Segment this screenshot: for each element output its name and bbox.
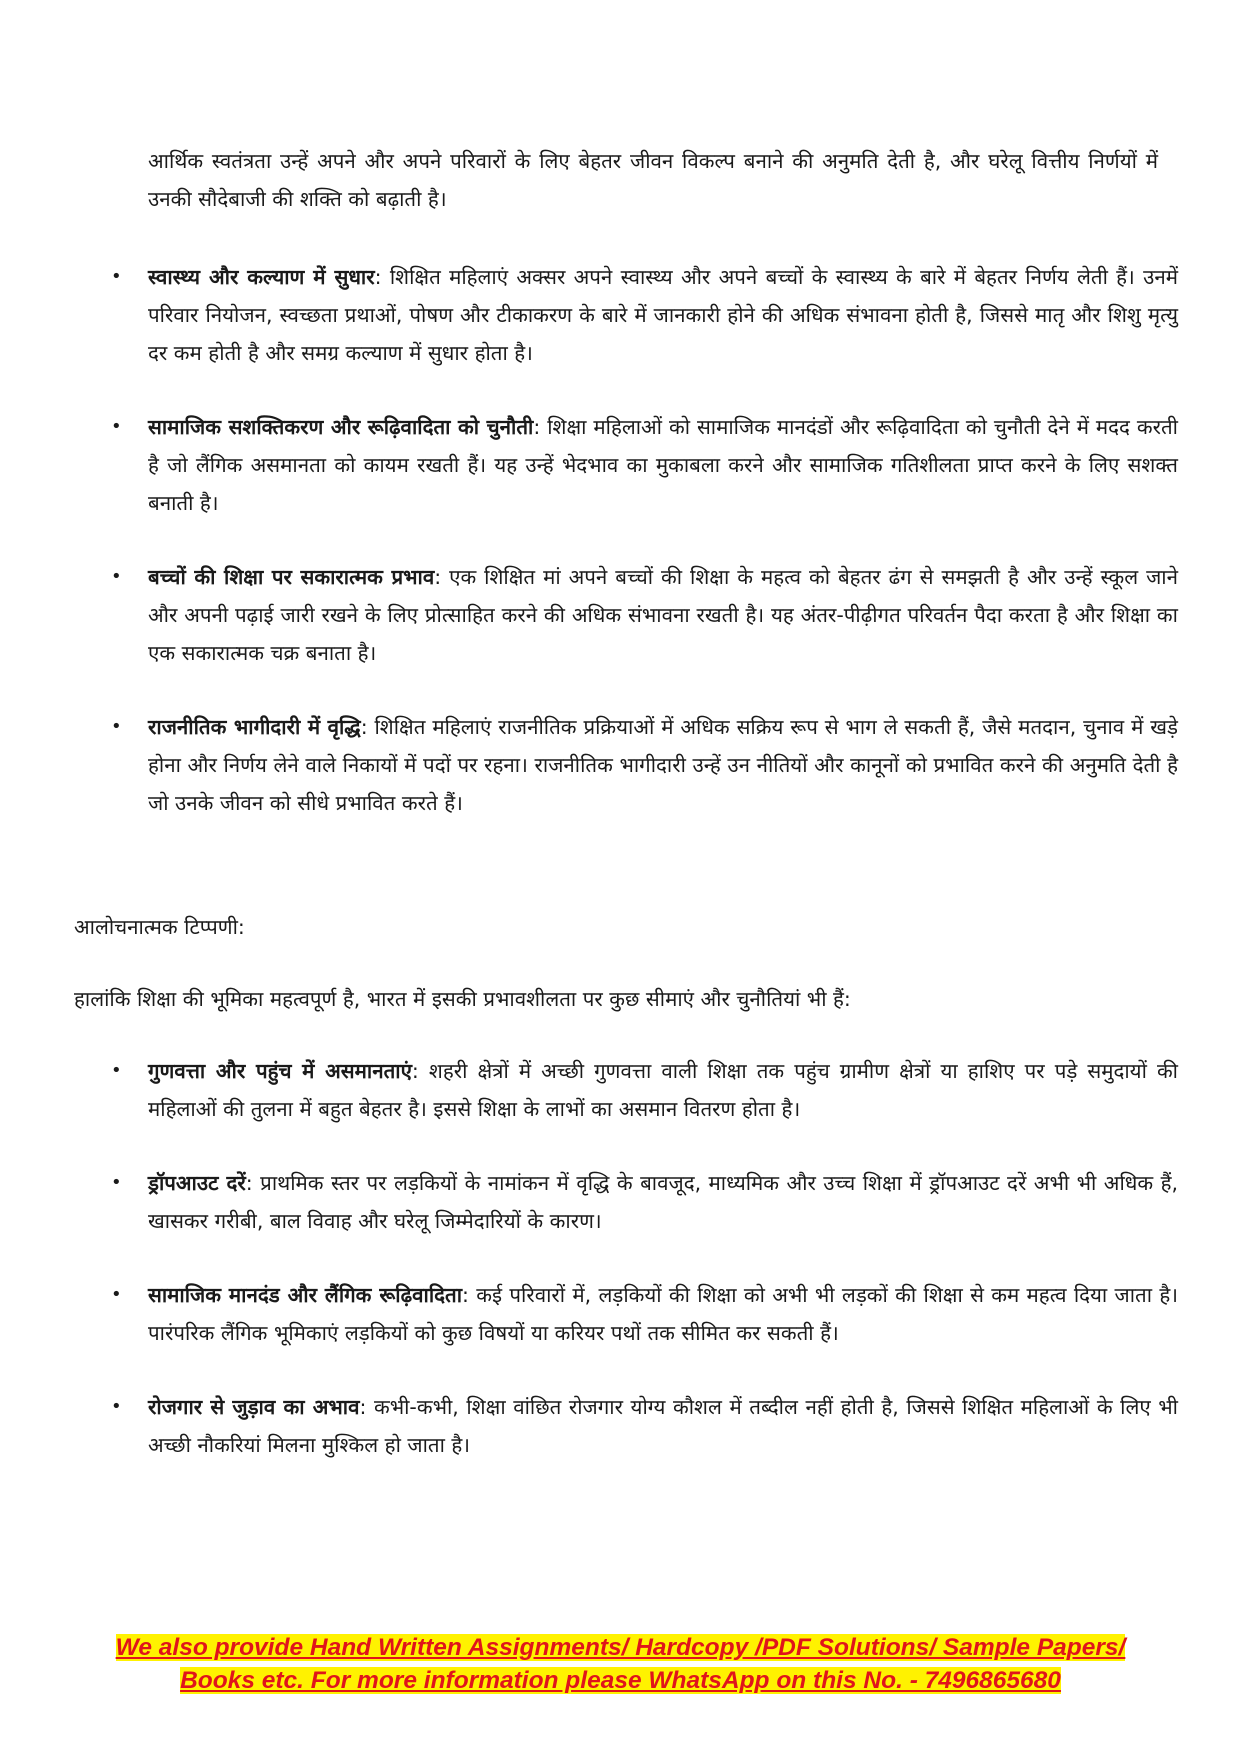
- list-item: [111, 1276, 1179, 1352]
- bullet-icon: •: [111, 266, 122, 287]
- promo-footer: [0, 1631, 1241, 1697]
- bullet-icon: •: [111, 1284, 122, 1305]
- benefits-list: [111, 258, 1178, 858]
- item-title: गुणवत्ता और पहुंच में असमानताएं: [148, 1059, 412, 1083]
- list-item: [111, 258, 1178, 372]
- item-title: स्वास्थ्य और कल्याण में सुधार: [148, 265, 375, 289]
- list-item: [111, 1052, 1178, 1128]
- list-item: [111, 1164, 1178, 1240]
- bullet-icon: •: [111, 1060, 122, 1081]
- item-text: : शिक्षा महिलाओं को सामाजिक मानदंडों और रूढ़िवादिता को चुनौती देने में मदद करती है जो लैंगिक असमानता को कायम रखती हैं। यह उन्हें भेदभाव का मुकाबला करने और सामाजिक गतिशीलता प्राप्त करने के लिए सशक्त बनाती है।: [148, 415, 1178, 515]
- item-text: : एक शिक्षित मां अपने बच्चों की शिक्षा के महत्व को बेहतर ढंग से समझती है और उन्हें स्कूल जाने और अपनी पढ़ाई जारी रखने के लिए प्रोत्साहित करने की अधिक संभावना रखती है। यह अंतर-पीढ़ीगत परिवर्तन पैदा करता है और शिक्षा का एक सकारात्मक चक्र बनाता है।: [148, 565, 1178, 665]
- list-item: [111, 1388, 1178, 1464]
- item-title: बच्चों की शिक्षा पर सकारात्मक प्रभाव: [148, 565, 435, 589]
- item-title: राजनीतिक भागीदारी में वृद्धि: [148, 715, 361, 739]
- list-item: [111, 708, 1178, 822]
- critical-heading: आलोचनात्मक टिप्पणी:: [74, 915, 245, 939]
- item-title: ड्रॉपआउट दरें: [148, 1171, 246, 1195]
- critical-intro: हालांकि शिक्षा की भूमिका महत्वपूर्ण है, भारत में इसकी प्रभावशीलता पर कुछ सीमाएं और चुनौतियां भी हैं:: [74, 987, 851, 1011]
- item-text: : शहरी क्षेत्रों में अच्छी गुणवत्ता वाली शिक्षा तक पहुंच ग्रामीण क्षेत्रों या हाशिए पर पड़े समुदायों की महिलाओं की तुलना में बहुत बेहतर है। इससे शिक्षा के लाभों का असमान वितरण होता है।: [148, 1059, 1178, 1121]
- list-item: [111, 408, 1178, 522]
- limitations-list: [111, 1052, 1179, 1500]
- bullet-icon: •: [111, 566, 122, 587]
- item-title: सामाजिक मानदंड और लैंगिक रूढ़िवादिता: [148, 1283, 463, 1307]
- item-text: : कई परिवारों में, लड़कियों की शिक्षा को अभी भी लड़कों की शिक्षा से कम महत्व दिया जाता है। पारंपरिक लैंगिक भूमिकाएं लड़कियों को कुछ विषयों या करियर पथों तक सीमित कर सकती हैं।: [148, 1283, 1179, 1345]
- item-text: : कभी-कभी, शिक्षा वांछित रोजगार योग्य कौशल में तब्दील नहीं होती है, जिससे शिक्षित महिलाओं के लिए भी अच्छी नौकरियां मिलना मुश्किल हो जाता है।: [148, 1395, 1178, 1457]
- promo-line-2: Books etc. For more information please WhatsApp on this No. - 7496865680: [180, 1667, 1061, 1694]
- bullet-icon: •: [111, 416, 122, 437]
- list-item: [111, 558, 1178, 672]
- item-text: : शिक्षित महिलाएं राजनीतिक प्रक्रियाओं में अधिक सक्रिय रूप से भाग ले सकती हैं, जैसे मतदान, चुनाव में खड़े होना और निर्णय लेने वाले निकायों में पदों पर रहना। राजनीतिक भागीदारी उन्हें उन नीतियों और कानूनों को प्रभावित करने की अनुमति देती है जो उनके जीवन को सीधे प्रभावित करते हैं।: [148, 715, 1178, 815]
- item-title: सामाजिक सशक्तिकरण और रूढ़िवादिता को चुनौती: [148, 415, 534, 439]
- promo-line-1: We also provide Hand Written Assignments/ Hardcopy /PDF Solutions/ Sample Papers/: [115, 1634, 1126, 1661]
- item-text: : शिक्षित महिलाएं अक्सर अपने स्वास्थ्य और अपने बच्चों के स्वास्थ्य के बारे में बेहतर निर्णय लेती हैं। उनमें परिवार नियोजन, स्वच्छता प्रथाओं, पोषण और टीकाकरण के बारे में जानकारी होने की अधिक संभावना होती है, जिससे मातृ और शिशु मृत्यु दर कम होती है और समग्र कल्याण में सुधार होता है।: [148, 265, 1178, 365]
- bullet-icon: •: [111, 1396, 122, 1417]
- continuation-paragraph: आर्थिक स्वतंत्रता उन्हें अपने और अपने परिवारों के लिए बेहतर जीवन विकल्प बनाने की अनुमति देती है, और घरेलू वित्तीय निर्णयों में उनकी सौदेबाजी की शक्ति को बढ़ाती है।: [148, 149, 1158, 211]
- bullet-icon: •: [111, 716, 122, 737]
- item-text: : प्राथमिक स्तर पर लड़कियों के नामांकन में वृद्धि के बावजूद, माध्यमिक और उच्च शिक्षा में ड्रॉपआउट दरें अभी भी अधिक हैं, खासकर गरीबी, बाल विवाह और घरेलू जिम्मेदारियों के कारण।: [148, 1171, 1178, 1233]
- bullet-icon: •: [111, 1172, 122, 1193]
- item-title: रोजगार से जुड़ाव का अभाव: [148, 1395, 360, 1419]
